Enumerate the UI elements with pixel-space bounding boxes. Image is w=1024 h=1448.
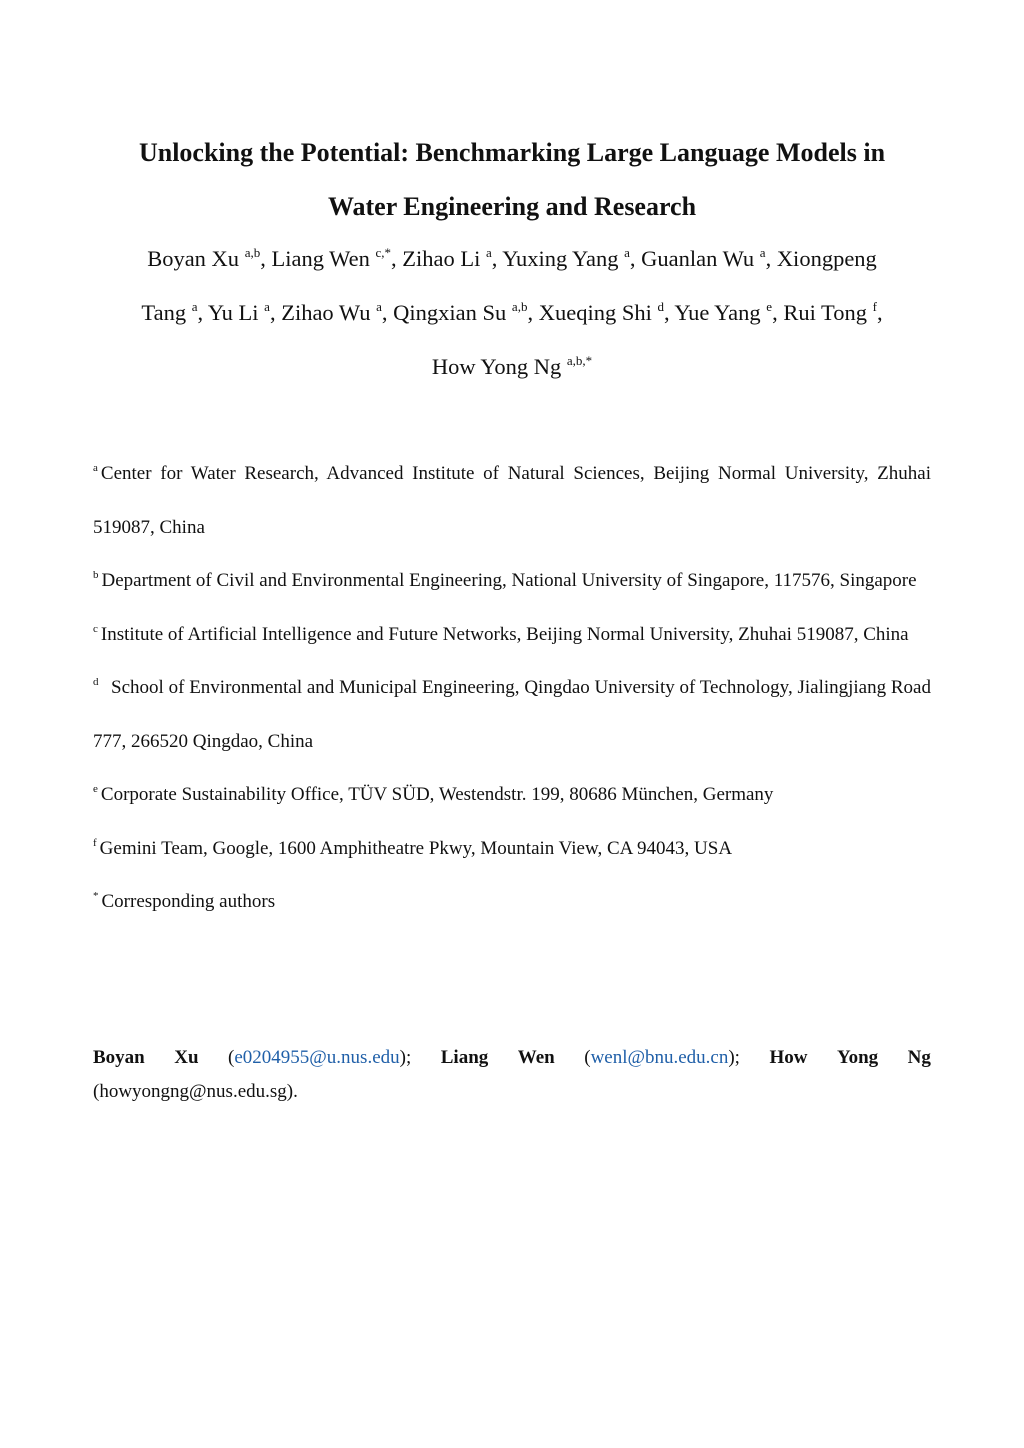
author-separator: , <box>381 300 394 325</box>
affiliation-a <box>93 447 931 554</box>
contact-name: Wen <box>517 1047 555 1068</box>
author-affiliation-mark: a <box>191 299 198 314</box>
author-name: Yuxing Yang <box>502 246 619 271</box>
author-name: Qingxian Su <box>393 300 507 325</box>
author-name: Guanlan Wu <box>641 246 755 271</box>
author-separator: , <box>269 300 282 325</box>
affiliation-mark: d <box>93 676 99 688</box>
affiliation-mark: f <box>93 836 97 849</box>
affiliation-b <box>93 554 931 608</box>
affiliation-list <box>93 447 931 929</box>
author-name: Yue Yang <box>674 300 761 325</box>
contact-name: Liang <box>440 1047 489 1068</box>
contact-email-group <box>584 1038 740 1078</box>
contact-name: How <box>769 1047 808 1068</box>
email-link[interactable]: e0204955@u.nus.edu <box>234 1047 400 1068</box>
author-separator: , <box>527 300 539 325</box>
affiliation-d <box>93 661 931 768</box>
affiliation-text: Department of Civil and Environmental Engineering, National University of Singapore, 117576, Singapore <box>101 570 917 591</box>
author-name: Liang Wen <box>271 246 370 271</box>
author-separator: , <box>491 246 503 271</box>
paren-open: ( <box>584 1047 591 1068</box>
contact-name: Yong <box>836 1047 879 1068</box>
affiliation-mark: c <box>93 622 98 635</box>
author-separator: , <box>260 246 272 271</box>
affiliation-mark: b <box>93 569 99 581</box>
author-separator: , <box>663 300 675 325</box>
author-name: Zihao Wu <box>281 300 371 325</box>
affiliation-text: Institute of Artificial Intelligence and Future Networks, Beijing Normal University, Zhuhai 519087, China <box>100 623 909 645</box>
affiliation-mark: e <box>93 783 98 795</box>
author-affiliation-mark: c,* <box>375 245 391 260</box>
affiliation-e <box>93 768 931 822</box>
contact-name: Ng <box>907 1047 931 1068</box>
author-affiliation-mark: a <box>759 245 766 260</box>
author-affiliation-mark: a,b,* <box>566 353 593 368</box>
corresponding-contacts <box>93 1038 931 1112</box>
email-link[interactable]: wenl@bnu.edu.cn <box>590 1047 729 1068</box>
affiliation-text: School of Environmental and Municipal Engineering, Qingdao University of Technology, Jialingjiang Road 777, 266520 Qingdao, China <box>93 677 931 752</box>
contact-line-2 <box>93 1072 931 1112</box>
paren-close: ). <box>286 1081 298 1102</box>
author-separator: , <box>629 246 642 271</box>
author-name: Boyan Xu <box>147 246 240 271</box>
author-separator: , <box>772 300 784 325</box>
author-affiliation-mark: d <box>657 299 664 314</box>
title-line-1: Unlocking the Potential: Benchmarking Large Language Models in <box>138 138 886 167</box>
author-list: Boyan Xu $^{a,b}$, Liang Wen $^{c,*}$, Zihao Li $^a$, Yuxing Yang $^a$, Guanlan Wu $^a$, Xiongpeng Tang $^a$, Yu Li $^a$, Zihao Wu $^a$, Qingxian Su $^{a,b}$, Xueqing Shi $^d$, Yue Yang $^e$, Rui Tong $^f$, How Yong Ng $^{a,b,*}$ <box>141 245 883 379</box>
affiliation-c <box>93 608 931 662</box>
contact-name: Xu <box>174 1047 199 1068</box>
author-affiliation-mark: a <box>624 245 630 260</box>
contact-name: Boyan <box>93 1047 145 1068</box>
paper-title <box>90 126 934 234</box>
contact-email: howyongng@nus.edu.sg <box>99 1081 287 1102</box>
author-name: Rui Tong <box>783 300 867 325</box>
corresponding-note <box>93 875 931 929</box>
affiliation-mark: * <box>93 890 99 902</box>
affiliation-text: Corporate Sustainability Office, TÜV SÜD, Westendstr. 199, 80686 München, Germany <box>100 784 774 805</box>
author-separator: , <box>197 300 208 325</box>
paren-close: ); <box>728 1047 740 1068</box>
author-name: Yu Li <box>207 300 259 325</box>
author-affiliation-mark: f <box>872 299 877 314</box>
author-affiliation-mark: a,b <box>244 245 261 260</box>
author-affiliation-mark: a <box>264 299 270 314</box>
affiliation-f <box>93 822 931 876</box>
author-name: Zihao Li <box>402 246 481 271</box>
author-name: Xueqing Shi <box>538 300 652 325</box>
author-affiliation-mark: e <box>766 299 773 314</box>
affiliation-text: Corresponding authors <box>101 891 276 912</box>
author-affiliation-mark: a,b <box>511 299 528 314</box>
affiliation-mark: a <box>93 462 98 474</box>
paren-open: ( <box>93 1081 100 1102</box>
author-separator: , <box>765 246 777 271</box>
affiliation-text: Gemini Team, Google, 1600 Amphitheatre Pkwy, Mountain View, CA 94043, USA <box>99 837 733 859</box>
paren-open: ( <box>228 1047 235 1068</box>
author-name-first: Xiongpeng <box>776 246 877 271</box>
author-affiliation-mark: a <box>485 245 492 260</box>
paren-close: ); <box>399 1047 412 1068</box>
author-name: How Yong Ng <box>431 354 562 379</box>
author-separator: , <box>391 246 403 271</box>
author-affiliation-mark: a <box>376 299 382 314</box>
title-line-2: Water Engineering and Research <box>327 192 697 221</box>
author-name-last: Tang <box>141 300 187 325</box>
affiliation-text: Center for Water Research, Advanced Institute of Natural Sciences, Beijing Normal University, Zhuhai 519087, China <box>93 463 931 538</box>
